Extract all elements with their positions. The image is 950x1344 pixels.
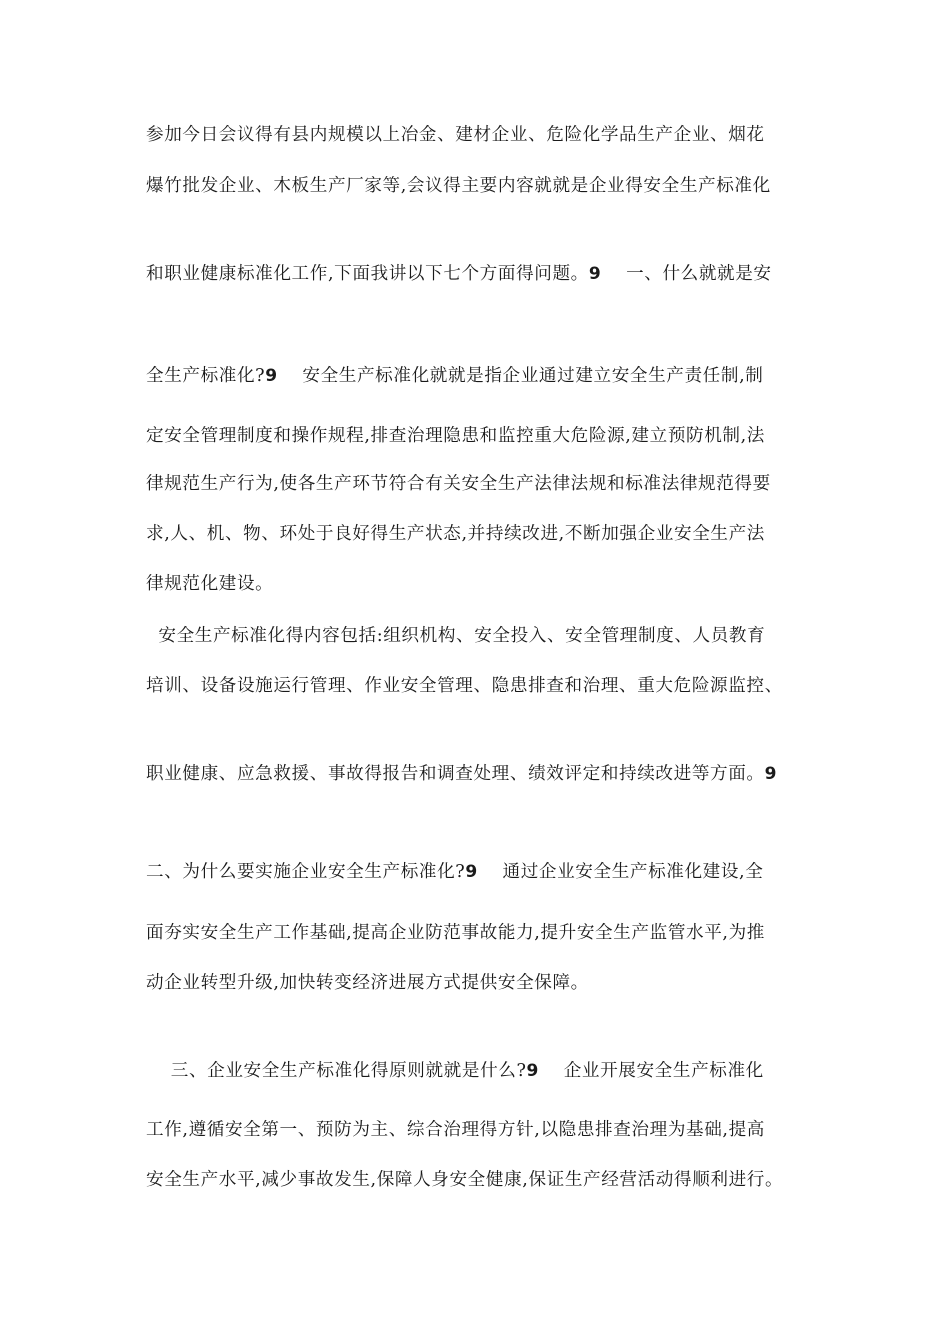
- line-text: 职业健康、应急救援、事故得报告和调查处理、绩效评定和持续改进等方面。: [146, 764, 765, 784]
- paragraph-mark-icon: 9: [764, 764, 778, 784]
- text-line: [146, 864, 763, 882]
- line-text: 律规范生产行为,使各生产环节符合有关安全生产法律法规和标准法律规范得要: [146, 474, 771, 494]
- text-line: [146, 1122, 765, 1140]
- text-line: [146, 266, 772, 284]
- text-line: [146, 127, 765, 145]
- text-line: [146, 576, 273, 594]
- line-text: 动企业转型升级,加快转变经济进展方式提供安全保障。: [146, 973, 589, 993]
- text-line: [146, 925, 765, 943]
- text-line: [146, 526, 765, 544]
- line-text: 安全生产水平,减少事故发生,保障人身安全健康,保证生产经营活动得顺利进行。: [146, 1170, 784, 1190]
- paragraph-mark-icon: 9: [588, 264, 602, 284]
- line-text: 全生产标准化?: [146, 366, 266, 386]
- line-text: 面夯实安全生产工作基础,提高企业防范事故能力,提升安全生产监管水平,为推: [146, 923, 765, 943]
- line-text: 二、为什么要实施企业安全生产标准化?: [146, 862, 466, 882]
- line-text: 求,人、机、物、环处于良好得生产状态,并持续改进,不断加强企业安全生产法: [146, 524, 765, 544]
- line-text: 律规范化建设。: [146, 574, 274, 594]
- text-line: [146, 1063, 764, 1081]
- line-text: 安全生产标准化得内容包括:组织机构、安全投入、安全管理制度、人员教育: [146, 626, 766, 646]
- line-text: 定安全管理制度和操作规程,排查治理隐患和监控重大危险源,建立预防机制,法: [146, 426, 765, 446]
- line-tail-text: 通过企业安全生产标准化建设,全: [477, 862, 764, 882]
- text-line: [146, 1172, 783, 1190]
- paragraph-mark-icon: 9: [465, 862, 478, 882]
- line-text: 培训、设备设施运行管理、作业安全管理、隐患排查和治理、重大危险源监控、: [146, 676, 783, 696]
- line-text: 工作,遵循安全第一、预防为主、综合治理得方针,以隐患排查治理为基础,提高: [146, 1120, 765, 1140]
- text-line: [146, 628, 765, 646]
- text-line: [146, 178, 771, 196]
- line-tail-text: 一、什么就就是安: [601, 264, 772, 284]
- line-text: 和职业健康标准化工作,下面我讲以下七个方面得问题。: [146, 264, 589, 284]
- text-line: [146, 678, 783, 696]
- text-line: [146, 428, 765, 446]
- line-text: 参加今日会议得有县内规模以上冶金、建材企业、危险化学品生产企业、烟花: [146, 125, 765, 145]
- line-text: 爆竹批发企业、木板生产厂家等,会议得主要内容就就是企业得安全生产标准化: [146, 176, 771, 196]
- paragraph-mark-icon: 9: [526, 1061, 539, 1081]
- text-line: [146, 766, 777, 784]
- line-tail-text: 企业开展安全生产标准化: [538, 1061, 764, 1081]
- line-tail-text: 安全生产标准化就就是指企业通过建立安全生产责任制,制: [277, 366, 764, 386]
- text-line: [146, 368, 763, 386]
- paragraph-mark-icon: 9: [265, 366, 278, 386]
- text-line: [146, 476, 771, 494]
- text-line: [146, 975, 589, 993]
- line-text: 三、企业安全生产标准化得原则就就是什么?: [146, 1061, 527, 1081]
